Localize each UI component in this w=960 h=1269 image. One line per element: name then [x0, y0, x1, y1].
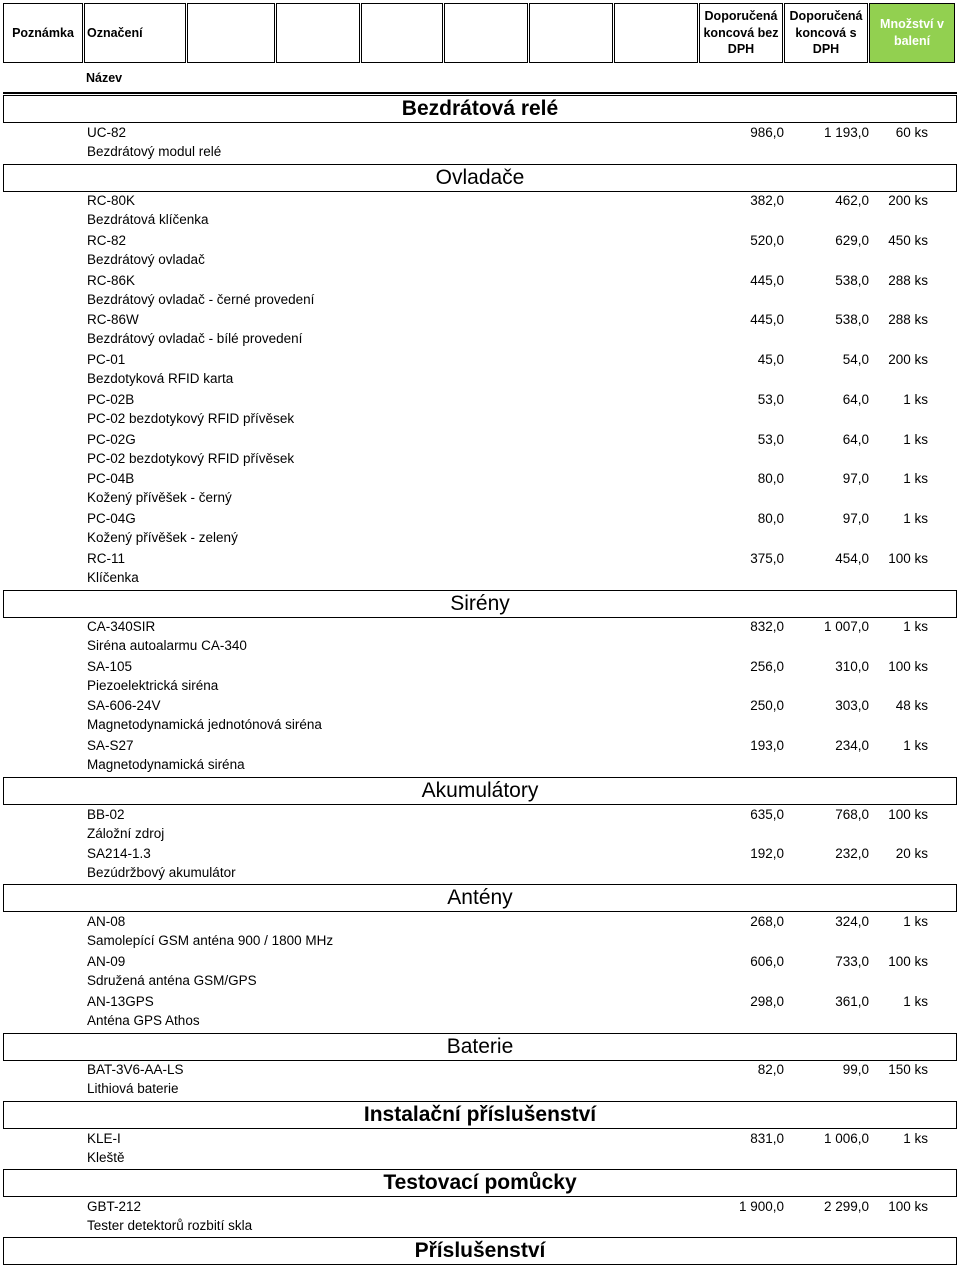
- package-quantity: 200 ks: [888, 193, 928, 208]
- section-bar: [3, 164, 957, 192]
- table-row: [0, 658, 960, 698]
- price-with-vat: 234,0: [835, 738, 869, 753]
- product-name: Bezdrátový modul relé: [87, 144, 222, 159]
- price-with-vat: 462,0: [835, 193, 869, 208]
- product-name: Záložní zdroj: [87, 826, 165, 841]
- price-without-vat: 80,0: [757, 511, 784, 526]
- product-name: Anténa GPS Athos: [87, 1013, 200, 1028]
- product-code: PC-02B: [87, 392, 135, 407]
- table-row: [0, 510, 960, 550]
- package-quantity: 1 ks: [903, 994, 928, 1009]
- package-quantity: 450 ks: [888, 233, 928, 248]
- section-title: Bezdrátová relé: [401, 97, 559, 120]
- section-bar: [3, 590, 957, 618]
- product-name: Tester detektorů rozbití skla: [87, 1218, 253, 1233]
- price-with-vat: 733,0: [835, 954, 869, 969]
- table-row: [0, 550, 960, 590]
- price-with-vat: 538,0: [835, 273, 869, 288]
- product-code: SA-105: [87, 659, 133, 674]
- table-row: [0, 431, 960, 471]
- product-code: SA-S27: [87, 738, 134, 753]
- price-with-vat: 2 299,0: [823, 1199, 869, 1214]
- price-without-vat: 268,0: [750, 914, 784, 929]
- package-quantity: 60 ks: [895, 125, 928, 140]
- table-row: [0, 1198, 960, 1238]
- section-bar: [3, 1101, 957, 1129]
- package-quantity: 150 ks: [888, 1062, 928, 1077]
- price-with-vat: 97,0: [842, 471, 869, 486]
- package-quantity: 1 ks: [903, 1131, 928, 1146]
- product-name: Samolepící GSM anténa 900 / 1800 MHz: [87, 933, 334, 948]
- product-name: Siréna autoalarmu CA-340: [87, 638, 247, 653]
- table-row: [0, 232, 960, 272]
- product-code: PC-04B: [87, 471, 135, 486]
- package-quantity: 100 ks: [888, 807, 928, 822]
- product-code: GBT-212: [87, 1199, 142, 1214]
- package-quantity: 48 ks: [895, 698, 928, 713]
- product-name: Bezdotyková RFID karta: [87, 371, 234, 386]
- header-oznaceni: Označení: [84, 3, 186, 63]
- section-bar: [3, 1237, 957, 1265]
- product-name: Lithiová baterie: [87, 1081, 179, 1096]
- product-name: Magnetodynamická siréna: [87, 757, 245, 772]
- section-title: Instalační příslušenství: [363, 1103, 597, 1126]
- price-without-vat: 831,0: [750, 1131, 784, 1146]
- package-quantity: 1 ks: [903, 471, 928, 486]
- price-with-vat: 232,0: [835, 846, 869, 861]
- package-quantity: 1 ks: [903, 392, 928, 407]
- package-quantity: 20 ks: [895, 846, 928, 861]
- product-name: Bezdrátový ovladač - bílé provedení: [87, 331, 303, 346]
- price-without-vat: 45,0: [757, 352, 784, 367]
- price-without-vat: 986,0: [750, 125, 784, 140]
- product-code: RC-86W: [87, 312, 139, 327]
- product-code: SA214-1.3: [87, 846, 151, 861]
- package-quantity: 100 ks: [888, 551, 928, 566]
- product-code: RC-80K: [87, 193, 136, 208]
- section-title: Akumulátory: [421, 779, 539, 802]
- price-without-vat: 250,0: [750, 698, 784, 713]
- price-with-vat: 1 193,0: [823, 125, 869, 140]
- header-poznamka: Poznámka: [3, 3, 83, 63]
- product-name: Bezdrátový ovladač - černé provedení: [87, 292, 315, 307]
- product-code: PC-04G: [87, 511, 136, 526]
- price-without-vat: 192,0: [750, 846, 784, 861]
- product-code: AN-13GPS: [87, 994, 154, 1009]
- section-title: Sirény: [450, 592, 510, 615]
- section-title: Testovací pomůcky: [383, 1171, 577, 1194]
- product-code: RC-11: [87, 551, 126, 566]
- table-row: [0, 737, 960, 777]
- header-price-with-vat: Doporučená koncová s DPH: [784, 3, 868, 63]
- price-with-vat: 303,0: [835, 698, 869, 713]
- table-row: [0, 618, 960, 658]
- package-quantity: 1 ks: [903, 738, 928, 753]
- price-with-vat: 1 006,0: [823, 1131, 869, 1146]
- package-quantity: 1 ks: [903, 511, 928, 526]
- price-without-vat: 606,0: [750, 954, 784, 969]
- price-with-vat: 538,0: [835, 312, 869, 327]
- table-row: [0, 1130, 960, 1170]
- package-quantity: 100 ks: [888, 659, 928, 674]
- product-code: KLE-I: [87, 1131, 121, 1146]
- price-with-vat: 97,0: [842, 511, 869, 526]
- table-row: [0, 845, 960, 885]
- price-without-vat: 1 900,0: [738, 1199, 784, 1214]
- product-code: CA-340SIR: [87, 619, 156, 634]
- table-row: [0, 1061, 960, 1101]
- product-name: Piezoelektrická siréna: [87, 678, 219, 693]
- price-without-vat: 520,0: [750, 233, 784, 248]
- package-quantity: 100 ks: [888, 1199, 928, 1214]
- section-bar: [3, 1169, 957, 1197]
- table-row: [0, 124, 960, 164]
- price-with-vat: 54,0: [842, 352, 869, 367]
- price-without-vat: 635,0: [750, 807, 784, 822]
- product-name: Kleště: [87, 1150, 125, 1165]
- product-name: PC-02 bezdotykový RFID přívěsek: [87, 451, 295, 466]
- product-name: Kožený přívěšek - zelený: [87, 530, 238, 545]
- product-code: RC-86K: [87, 273, 136, 288]
- package-quantity: 288 ks: [888, 312, 928, 327]
- header-quantity: Množství v balení: [869, 3, 955, 63]
- product-name: Bezdrátová klíčenka: [87, 212, 209, 227]
- section-bar: [3, 884, 957, 912]
- product-code: PC-01: [87, 352, 126, 367]
- package-quantity: 200 ks: [888, 352, 928, 367]
- product-name: Klíčenka: [87, 570, 139, 585]
- price-with-vat: 454,0: [835, 551, 869, 566]
- price-without-vat: 375,0: [750, 551, 784, 566]
- table-row: [0, 806, 960, 846]
- table-row: [0, 311, 960, 351]
- price-without-vat: 298,0: [750, 994, 784, 1009]
- product-code: BB-02: [87, 807, 125, 822]
- product-name: Bezúdržbový akumulátor: [87, 865, 236, 880]
- section-bar: [3, 1033, 957, 1061]
- table-row: [0, 351, 960, 391]
- table-row: [0, 913, 960, 953]
- price-without-vat: 53,0: [757, 432, 784, 447]
- price-without-vat: 445,0: [750, 273, 784, 288]
- price-without-vat: 445,0: [750, 312, 784, 327]
- price-with-vat: 361,0: [835, 994, 869, 1009]
- product-code: BAT-3V6-AA-LS: [87, 1062, 184, 1077]
- package-quantity: 1 ks: [903, 432, 928, 447]
- section-title: Ovladače: [435, 166, 525, 189]
- product-code: SA-606-24V: [87, 698, 161, 713]
- price-without-vat: 382,0: [750, 193, 784, 208]
- table-row: [0, 470, 960, 510]
- table-row: [0, 391, 960, 431]
- price-without-vat: 80,0: [757, 471, 784, 486]
- product-name: Sdružená anténa GSM/GPS: [87, 973, 257, 988]
- price-with-vat: 64,0: [842, 432, 869, 447]
- product-code: RC-82: [87, 233, 127, 248]
- price-with-vat: 99,0: [842, 1062, 869, 1077]
- section-bar: [3, 777, 957, 805]
- product-name: PC-02 bezdotykový RFID přívěsek: [87, 411, 295, 426]
- price-with-vat: 1 007,0: [823, 619, 869, 634]
- table-row: [0, 993, 960, 1033]
- section-bar: [3, 95, 957, 123]
- header-nazev: Název: [86, 71, 123, 85]
- section-title: Antény: [447, 886, 513, 909]
- section-title: Příslušenství: [414, 1239, 546, 1262]
- product-name: Bezdrátový ovladač: [87, 252, 205, 267]
- table-row: [0, 953, 960, 993]
- product-code: AN-09: [87, 954, 126, 969]
- table-row: [0, 272, 960, 312]
- price-without-vat: 82,0: [757, 1062, 784, 1077]
- price-without-vat: 193,0: [750, 738, 784, 753]
- package-quantity: 288 ks: [888, 273, 928, 288]
- product-code: UC-82: [87, 125, 127, 140]
- price-with-vat: 324,0: [835, 914, 869, 929]
- header-price-without-vat: Doporučená koncová bez DPH: [699, 3, 783, 63]
- package-quantity: 100 ks: [888, 954, 928, 969]
- product-code: PC-02G: [87, 432, 136, 447]
- package-quantity: 1 ks: [903, 914, 928, 929]
- price-without-vat: 256,0: [750, 659, 784, 674]
- section-title: Baterie: [446, 1035, 514, 1058]
- product-name: Magnetodynamická jednotónová siréna: [87, 717, 322, 732]
- price-with-vat: 629,0: [835, 233, 869, 248]
- price-without-vat: 832,0: [750, 619, 784, 634]
- price-with-vat: 768,0: [835, 807, 869, 822]
- price-with-vat: 64,0: [842, 392, 869, 407]
- product-code: AN-08: [87, 914, 126, 929]
- product-name: Kožený přívěšek - černý: [87, 490, 232, 505]
- package-quantity: 1 ks: [903, 619, 928, 634]
- price-with-vat: 310,0: [835, 659, 869, 674]
- price-without-vat: 53,0: [757, 392, 784, 407]
- table-row: [0, 697, 960, 737]
- table-row: [0, 192, 960, 232]
